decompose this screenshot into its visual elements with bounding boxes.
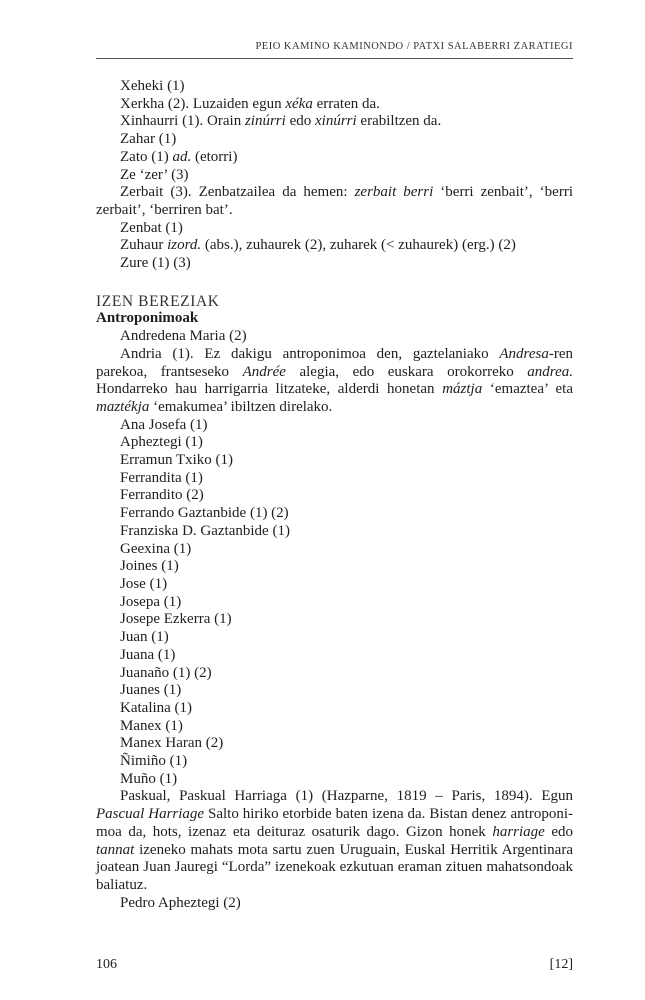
page-body <box>96 78 573 912</box>
entry-zato: Zato (1) ad. (etorri) <box>120 148 238 165</box>
entry-andria: Andria (1). Ez dakigu antroponimoa den, gaztelaniako Andresa-ren parekoa, frantseseko Andrée alegia, edo euskara orokorreko andrea. Hondarreko hau harrigarria litzateke, alderdi honetan máztja ‘emaztea’ eta maztékja ‘emakumea’ ibiltzen direlako. <box>96 345 574 415</box>
name-entry: Manex (1) <box>120 717 183 734</box>
name-entry: Josepa (1) <box>120 593 182 610</box>
page-ref: [12] <box>549 957 573 972</box>
entry-zure: Zure (1) (3) <box>120 255 191 272</box>
entry-zuhaur: Zuhaur izord. (abs.), zuhaurek (2), zuharek (< zuhaurek) (erg.) (2) <box>120 237 516 254</box>
name-entry: Juanaño (1) (2) <box>120 664 212 681</box>
name-entry: Juanes (1) <box>120 682 182 699</box>
entry-pedro: Pedro Apheztegi (2) <box>120 894 241 911</box>
name-entry: Ferrandita (1) <box>120 469 203 486</box>
section-heading: IZEN BEREZIAK <box>96 292 220 310</box>
name-entry: Muño (1) <box>120 770 178 787</box>
name-entry: Joines (1) <box>120 558 179 575</box>
name-entry: Franziska D. Gaztanbide (1) <box>120 522 290 539</box>
entry-zenbat: Zenbat (1) <box>120 219 183 236</box>
entry-zahar: Zahar (1) <box>120 131 177 148</box>
name-entry: Erramun Txiko (1) <box>120 452 234 469</box>
page-footer <box>96 957 573 973</box>
name-entry: Ñimiño (1) <box>120 753 188 770</box>
entry-xeheki: Xeheki (1) <box>120 78 185 94</box>
name-entry: Manex Haran (2) <box>120 735 224 752</box>
name-entry: Jose (1) <box>120 575 168 592</box>
name-entry: Katalina (1) <box>120 699 193 716</box>
name-entry: Ferrando Gaztanbide (1) (2) <box>120 505 289 522</box>
name-entry: Ana Josefa (1) <box>120 416 208 433</box>
running-head: PEIO KAMINO KAMINONDO / PATXI SALABERRI ZARATIEGI <box>96 40 573 59</box>
entry-zerbait: Zerbait (3). Zenbatzailea da hemen: zerbait berri ‘berri zenbait’, ‘berri zerbait’, ‘berriren bat’. <box>96 184 573 218</box>
name-entry: Juana (1) <box>120 646 176 663</box>
name-entry: Ferrandito (2) <box>120 487 204 504</box>
name-entry: Josepe Ezkerra (1) <box>120 611 232 628</box>
name-entry: Juan (1) <box>120 629 169 646</box>
entry-xinhaurri: Xinhaurri (1). Orain zinúrri edo xinúrri erabiltzen da. <box>120 113 442 130</box>
name-list <box>96 417 573 789</box>
entry-paskual: Paskual, Paskual Harriaga (1) (Hazparne, 1819 – Paris, 1894). Egun Pascual Harriage Salto hiriko etorbide baten izena da. Bistan denez antroponimoa da, hots, izenaz eta deituraz osaturik dago. Gizon honek harriage edo tannat izeneko mahats mota sartu zuen Uruguain, Euskal Herritik Argentinara joatean Juan Jauregi “Lorda” izenekoak ezkutuan eraman zituen mahatsondoak baliatuz. <box>96 788 573 893</box>
name-entry: Geexina (1) <box>120 540 192 557</box>
page-number: 106 <box>96 957 117 972</box>
entry-xerkha: Xerkha (2). Luzaiden egun xéka erraten da. <box>120 95 380 112</box>
subsection-heading: Antroponimoak <box>96 310 199 327</box>
entry-andredena: Andredena Maria (2) <box>120 328 247 345</box>
entry-ze: Ze ‘zer’ (3) <box>120 166 189 183</box>
name-entry: Apheztegi (1) <box>120 434 203 451</box>
